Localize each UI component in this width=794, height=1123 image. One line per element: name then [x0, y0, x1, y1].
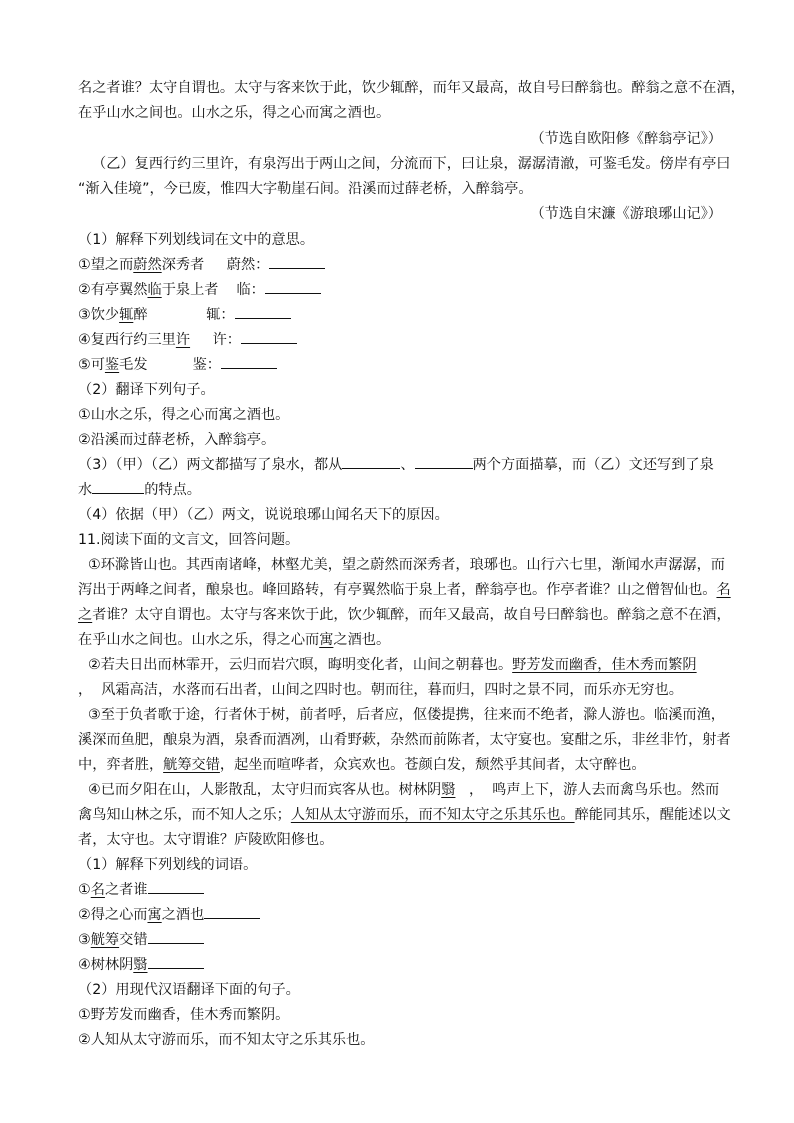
text: ⑤可	[78, 357, 105, 373]
underlined-word: 觥筹	[90, 932, 120, 948]
text: 水	[78, 482, 93, 498]
vocab-item	[78, 278, 724, 303]
text: 深秀者 蔚然：	[161, 257, 270, 273]
text-line: 者，太守也。太守谓谁？庐陵欧阳修也。	[78, 832, 334, 848]
vocab-item	[78, 353, 724, 378]
question-heading: （2）翻译下列句子。	[78, 382, 215, 398]
answer-blank[interactable]	[241, 329, 297, 344]
underlined-word: 蔚然	[133, 257, 162, 273]
text-line: （乙）复西行约三里许，有泉泻出于两山之间，分流而下，曰让泉，潺潺清澈，可鉴毛发。傍岸有亭曰	[92, 156, 731, 172]
text: 两个方面描摹，而（乙）文还写到了泉	[472, 457, 714, 473]
answer-blank[interactable]	[148, 954, 204, 969]
underlined-word: 许	[175, 332, 191, 348]
text-line: ， 风霜高洁，水落而石出者，山间之四时也。朝而往，暮而归，四时之景不同，而乐亦无穷也。	[78, 682, 683, 698]
text: 许：	[190, 332, 241, 348]
text: ①望之而	[78, 257, 134, 273]
text: 交错	[119, 932, 148, 948]
underlined-word: 寓	[147, 907, 162, 923]
text-line	[88, 778, 734, 803]
text: 泻出于两峰之间者，酿泉也。峰回路转，有亭翼然临于泉上者，醉翁亭也。作亭者谁？山之僧智仙也。	[78, 582, 717, 598]
text-line: ①野芳发而幽香，佳木秀而繁阴。	[78, 1007, 290, 1023]
underlined-word: 名	[716, 582, 731, 598]
vocab-item	[78, 253, 724, 278]
underlined-word: 名	[90, 882, 105, 898]
vocab-item	[78, 953, 724, 978]
answer-blank[interactable]	[92, 479, 144, 494]
text: 之者谁	[104, 882, 148, 898]
source-citation: （节选自宋濂《游琅琊山记》）	[530, 206, 722, 222]
text-line	[78, 603, 731, 628]
text: ②有亭翼然	[78, 282, 148, 298]
text: 禽鸟知山林之乐，而不知人之乐；	[78, 807, 291, 823]
underlined-word: 寓	[319, 632, 334, 648]
text: 于泉上者 临：	[161, 282, 265, 298]
text: 醉能同其乐，醒能述以文	[574, 807, 731, 823]
question-item	[78, 453, 724, 478]
text: ， 鸣声上下，游人去而禽鸟乐也。然而	[455, 782, 720, 798]
text: ③	[78, 932, 91, 948]
text: ，起坐而喧哗者，众宾欢也。苍颜白发，颓然乎其间者，太守醉也。	[219, 757, 646, 773]
underlined-sentence: 人知从太守游而乐，而不知太守之乐其乐也。	[290, 807, 575, 823]
text: 、	[400, 457, 415, 473]
text: 之酒也	[161, 907, 205, 923]
text: ③饮少	[78, 307, 120, 323]
underlined-word: 临	[147, 282, 162, 298]
question-heading: （1）解释下列划线的词语。	[78, 857, 258, 873]
question-heading: （1）解释下列划线词在文中的意思。	[78, 232, 315, 248]
text-line: ③至于负者歌于途，行者休于树，前者呼，后者应，伛偻提携，往来而不绝者，滁人游也。临溪而渔，	[88, 707, 725, 723]
text: 醉 辄：	[133, 307, 235, 323]
underlined-word: 翳	[441, 782, 456, 798]
answer-blank[interactable]	[415, 454, 473, 469]
underlined-word: 觥筹交错	[163, 757, 220, 773]
vocab-item	[78, 303, 724, 328]
text: ④复西行约三里	[78, 332, 176, 348]
answer-blank[interactable]	[221, 354, 277, 369]
text-line: 名之者谁？太守自谓也。太守与客来饮于此，饮少辄醉，而年又最高，故自号曰醉翁也。醉翁之意不在酒，	[78, 80, 745, 96]
answer-blank[interactable]	[235, 304, 291, 319]
text-line	[78, 578, 731, 603]
answer-blank[interactable]	[148, 879, 204, 894]
text-line: ①山水之乐，得之心而寓之酒也。	[78, 407, 290, 423]
text-line: “渐入佳境”，今已废，惟四大字勒崖石间。沿溪而过薛老桥，入醉翁亭。	[78, 181, 533, 197]
underlined-word: 辄	[119, 307, 134, 323]
answer-blank[interactable]	[204, 904, 260, 919]
text: ②若夫日出而林霏开，云归而岩穴暝，晦明变化者，山间之朝暮也。	[88, 657, 513, 673]
text-line: 溪深而鱼肥，酿泉为酒，泉香而酒冽，山肴野蔌，杂然而前陈者，太守宴也。宴酣之乐，非丝非竹，射者	[78, 732, 731, 748]
underlined-word: 翳	[133, 957, 148, 973]
text-line: ②沿溪而过薛老桥，入醉翁亭。	[78, 432, 276, 448]
vocab-item	[78, 928, 724, 953]
text-line	[88, 653, 734, 678]
text: ④树林阴	[78, 957, 134, 973]
text-line: 在乎山水之间也。山水之乐，得之心而寓之酒也。	[78, 105, 391, 121]
vocab-item	[78, 903, 724, 928]
question-heading: 11.阅读下面的文言文，回答问题。	[78, 532, 300, 548]
text: 毛发 鉴：	[119, 357, 221, 373]
underlined-word: 鉴	[104, 357, 120, 373]
text: 的特点。	[144, 482, 201, 498]
underlined-sentence: 野芳发而幽香，佳木秀而繁阴	[512, 657, 697, 673]
text-line	[78, 753, 724, 778]
answer-blank[interactable]	[265, 279, 321, 294]
text-line	[78, 803, 731, 828]
question-heading: （2）用现代汉语翻译下面的句子。	[78, 982, 300, 998]
text: （3）（甲）（乙）两文都描写了泉水，都从	[78, 457, 343, 473]
answer-blank[interactable]	[148, 929, 204, 944]
text: 中，弈者胜，	[78, 757, 164, 773]
text: ①	[78, 882, 91, 898]
text: ②得之心而	[78, 907, 148, 923]
question-heading: （4）依据（甲）（乙）两文，说说琅琊山闻名天下的原因。	[78, 507, 449, 523]
question-item	[78, 478, 724, 503]
text: ④已而夕阳在山，人影散乱，太守归而宾客从也。树林阴	[88, 782, 442, 798]
text: 者谁？太守自谓也。太守与客来饮于此，饮少辄醉，而年又最高，故自号曰醉翁也。醉翁之意不在酒，	[92, 607, 731, 623]
answer-blank[interactable]	[269, 254, 325, 269]
answer-blank[interactable]	[342, 454, 400, 469]
vocab-item	[78, 878, 724, 903]
text-line	[78, 628, 724, 653]
underlined-word: 之	[78, 607, 93, 623]
text: 在乎山水之间也。山水之乐，得之心而	[78, 632, 320, 648]
text-line: ①环滁皆山也。其西南诸峰，林壑尤美，望之蔚然而深秀者，琅琊也。山行六七里，渐闻水声潺潺，而	[88, 557, 725, 573]
text-line: ②人知从太守游而乐，而不知太守之乐其乐也。	[78, 1032, 375, 1048]
source-citation: （节选自欧阳修《醉翁亭记》）	[530, 131, 722, 147]
text: 之酒也。	[333, 632, 391, 648]
vocab-item	[78, 328, 724, 353]
